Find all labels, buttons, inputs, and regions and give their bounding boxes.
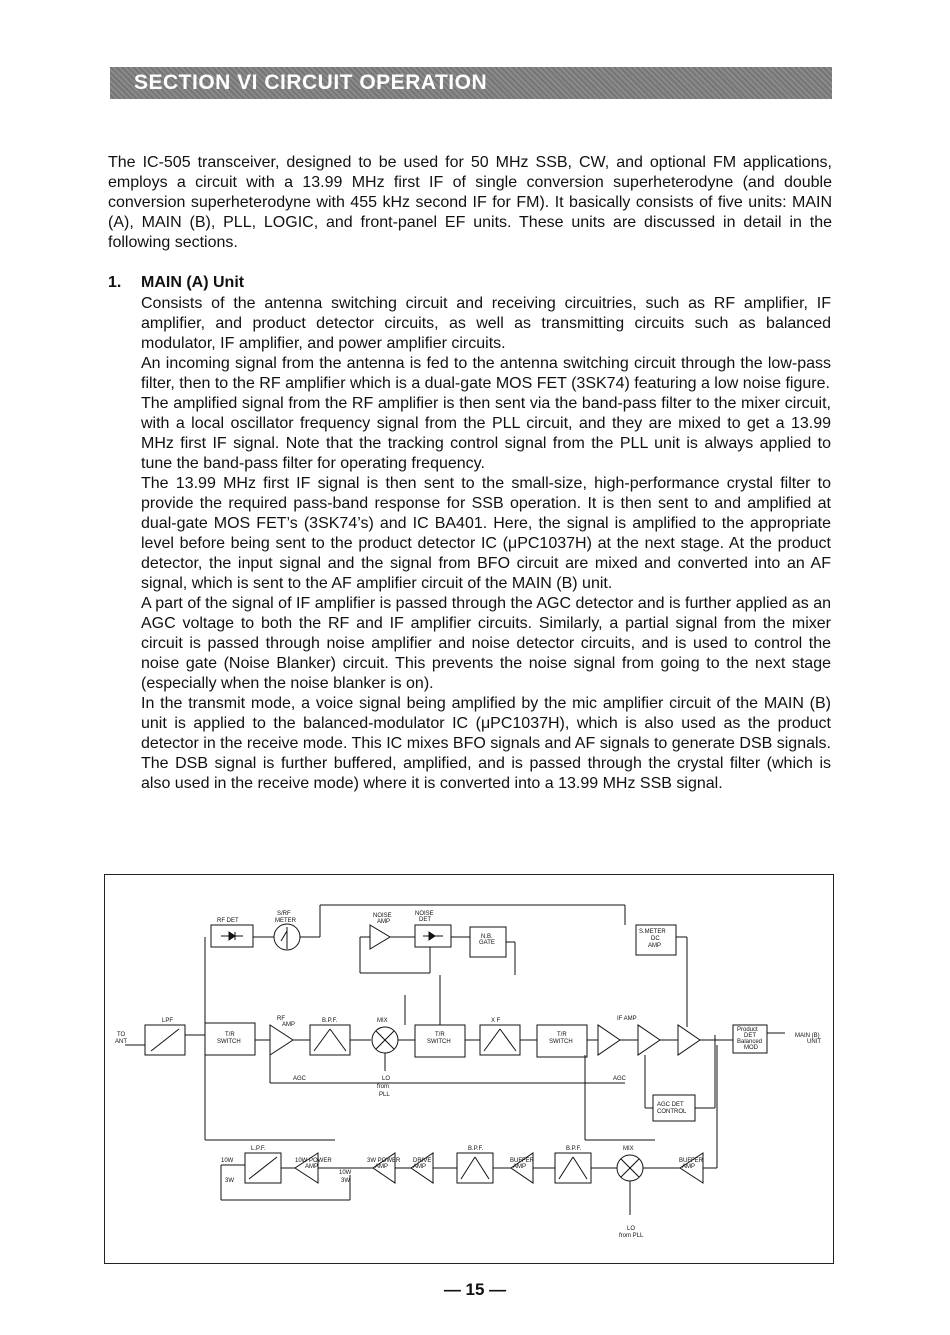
3w-label: 3W <box>341 1178 350 1184</box>
lo-label: LO <box>382 1076 391 1082</box>
main-b-label: UNIT <box>807 1039 821 1045</box>
unit-body <box>141 294 831 794</box>
main-b-label: MAIN (B) <box>795 1033 820 1039</box>
bpf-tx-label: B.P.F. <box>566 1146 582 1152</box>
10w-label: 10W <box>221 1158 234 1164</box>
bpf-tx-label: B.P.F. <box>468 1146 484 1152</box>
noise-amp-label: AMP <box>377 919 391 925</box>
rf-det-label: RF DET <box>217 918 239 924</box>
tr-switch-label: T/R <box>435 1032 445 1038</box>
tr-switch-label: SWITCH <box>549 1039 573 1045</box>
agc-det-label: CONTROL <box>657 1109 687 1115</box>
tr-switch-label: SWITCH <box>427 1039 451 1045</box>
mix-label: MIX <box>377 1018 388 1024</box>
smeter-label: S.METER <box>639 929 666 935</box>
noise-amp-label: NOISE <box>373 913 392 919</box>
mix-tx-label: MIX <box>623 1146 634 1152</box>
to-ant-label: TO <box>117 1032 126 1038</box>
s-rf-meter-label: METER <box>275 918 296 924</box>
to-ant-label: ANT <box>115 1039 127 1045</box>
drive-amp-label: AMP <box>413 1164 427 1170</box>
rf-amp-block <box>270 1025 293 1055</box>
rf-amp-label: AMP <box>282 1022 296 1028</box>
block-diagram-svg <box>105 875 835 1265</box>
agc-det-control-block <box>653 1095 695 1121</box>
lo-bottom-label: from PLL <box>619 1233 644 1239</box>
unit-paragraph: A part of the signal of IF amplifier is passed through the AGC detector and is further applied as an AGC voltage to both the RF and IF amplifier circuits. Similarly, a partial signal from the mixer circuit is passed through noise amplifier and noise detector circuits, and is used to control the noise gate (Noise Blanker) circuit. This prevents the noise signal from going to the next stage (especially when the noise blanker is on). <box>141 595 831 692</box>
product-det-label: DET <box>744 1033 756 1039</box>
noise-det-label: DET <box>419 917 431 923</box>
tr-switch-label: SWITCH <box>217 1039 241 1045</box>
lo-bottom-label: LO <box>627 1226 636 1232</box>
if-amp-label: IF AMP <box>617 1016 637 1022</box>
buffer-amp-label: BUFFER <box>510 1158 534 1164</box>
bpf-label: B.P.F. <box>322 1018 338 1024</box>
xf-label: X F <box>491 1018 501 1024</box>
noise-det-label: NOISE <box>415 911 434 917</box>
section-title-banner: SECTION VI CIRCUIT OPERATION <box>110 67 832 99</box>
intro-paragraph: The IC-505 transceiver, designed to be used for 50 MHz SSB, CW, and optional FM applications, employs a circuit with a 13.99 MHz first IF of single conversion superheterodyne (and double conversion superheterodyne with 455 kHz second IF for FM). It basically consists of five units: MAIN (A), MAIN (B), PLL, LOGIC, and front-panel EF units. These units are discussed in detail in the following sections. <box>108 154 832 251</box>
10w-label: 10W <box>339 1170 352 1176</box>
noise-amp-block <box>370 925 390 949</box>
unit-paragraph: Consists of the antenna switching circuit and receiving circuitries, such as RF amplifier, IF amplifier, and product detector circuits, as well as transmitting circuits such as balanced modulator, IF amplifier, and power amplifier circuits. <box>141 295 831 352</box>
lpf-label: LPF <box>162 1018 174 1024</box>
nb-gate-label: GATE <box>479 940 495 946</box>
3w-label: 3W <box>225 1178 234 1184</box>
unit-paragraph: The amplified signal from the RF amplifier is then sent via the band-pass filter to the mixer circuit, with a local oscillator frequency signal from the PLL circuit, and they are mixed to get a 13.99 MHz first IF signal. Note that the tracking control signal from the PLL unit is always applied to tune the band-pass filter for operating frequency. <box>141 395 831 472</box>
3w-power-label: 3W POWER <box>367 1158 401 1164</box>
lo-label: from <box>377 1084 389 1090</box>
product-det-label: Product <box>737 1027 758 1033</box>
10w-power-label: 10W POWER <box>295 1158 332 1164</box>
3w-power-label: AMP <box>375 1164 389 1170</box>
10w-power-label: AMP <box>305 1164 319 1170</box>
buffer-amp-label: AMP <box>682 1164 696 1170</box>
if-amp-2-block <box>638 1025 660 1055</box>
unit-heading <box>108 274 244 292</box>
unit-title: MAIN (A) Unit <box>141 274 245 291</box>
unit-paragraph: The 13.99 MHz first IF signal is then sent to the small-size, high-performance crystal filter to provide the required pass-band response for SSB operation. It is then sent to and amplified at dual-gate MOS FET’s (3SK74’s) and IC BA401. Here, the signal is amplified to the appropriate level before being sent to the product detector IC (μPC1037H) at the next stage. At the product detector, the input signal and the signal from BFO circuit are mixed and converted into an AF signal, which is sent to the AF amplifier circuit of the MAIN (B) unit. <box>141 475 831 592</box>
if-amp-3-block <box>678 1025 700 1055</box>
tr-switch-label: T/R <box>557 1032 567 1038</box>
unit-paragraph: In the transmit mode, a voice signal being amplified by the mic amplifier circuit of the MAIN (B) unit is applied to the balanced-modulator IC (μPC1037H), which is also used as the product detector in the receive mode. This IC mixes BFO signals and AF signals to generate DSB signals. The DSB signal is further buffered, amplified, and is passed through the crystal filter (which is also used in the receive mode) where it is converted into a 13.99 MHz SSB signal. <box>141 695 831 792</box>
if-amp-1-block <box>598 1025 620 1055</box>
agc-label: AGC <box>293 1076 307 1082</box>
nb-gate-label: N.B. <box>481 934 493 940</box>
unit-paragraph: An incoming signal from the antenna is fed to the antenna switching circuit through the low-pass filter, then to the RF amplifier which is a dual-gate MOS FET (3SK74) featuring a low noise figure. <box>141 355 831 392</box>
smeter-label: DC <box>651 936 660 942</box>
lo-label: PLL <box>379 1092 390 1098</box>
rf-amp-label: RF <box>277 1016 285 1022</box>
agc-det-label: AGC DET <box>657 1102 684 1108</box>
tr-switch-label: T/R <box>225 1032 235 1038</box>
buffer-amp-label: AMP <box>513 1164 527 1170</box>
product-det-label: Balanced <box>737 1039 763 1045</box>
unit-number: 1. <box>108 274 122 291</box>
page-number: — 15 — <box>443 1280 507 1299</box>
block-diagram <box>104 874 834 1264</box>
drive-amp-label: DRIVE <box>413 1158 432 1164</box>
buffer-amp-label: BUFFER <box>679 1158 703 1164</box>
agc-label: AGC <box>613 1076 627 1082</box>
lpf-tx-label: L.P.F. <box>251 1146 266 1152</box>
product-det-label: MOD <box>744 1045 758 1051</box>
smeter-label: AMP <box>648 943 662 949</box>
s-rf-meter-label: S/RF <box>277 911 291 917</box>
